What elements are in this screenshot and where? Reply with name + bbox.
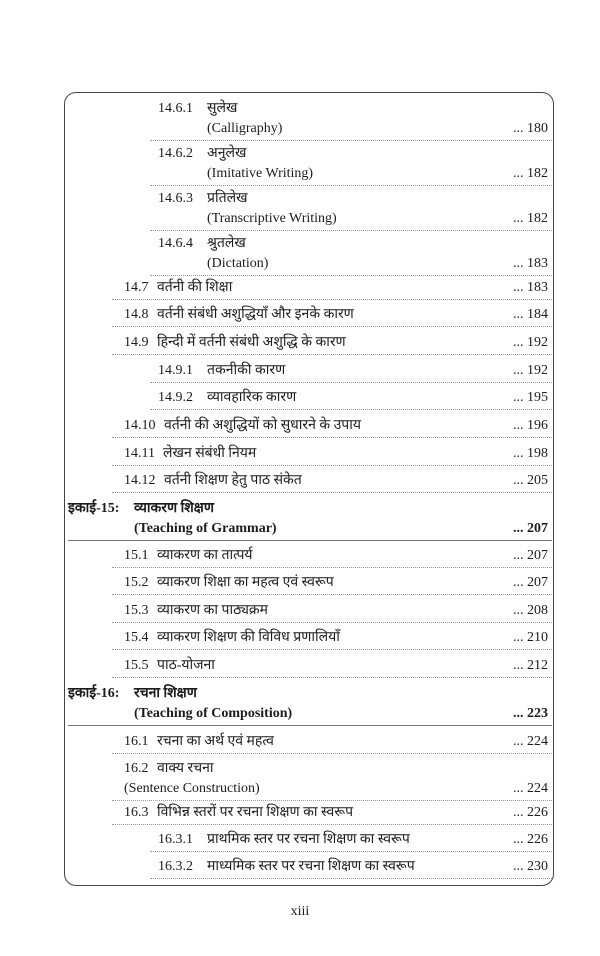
toc-entry-title: रचना शिक्षण (134, 686, 197, 701)
toc-entry-number: 16.3 (124, 805, 149, 820)
toc-entry-number: 15.4 (124, 630, 149, 645)
toc-entry-page: ... 198 (513, 446, 548, 461)
toc-entry-number: 15.3 (124, 603, 149, 618)
toc-entry-page: ... 207 (513, 548, 548, 563)
toc-entry-title: तकनीकी कारण (207, 363, 286, 378)
toc-entry-title: व्याकरण का पाठ्यक्रम (157, 603, 269, 618)
toc-separator (112, 594, 552, 595)
toc-entry-page: ... 226 (513, 832, 548, 847)
toc-separator (150, 230, 552, 231)
toc-entry-number: इकाई-16: (68, 686, 120, 701)
toc-separator (68, 725, 552, 726)
toc-entry-number: 15.2 (124, 575, 149, 590)
toc-entry-subtitle: (Dictation) (207, 256, 269, 271)
toc-separator (112, 326, 552, 327)
toc-entry-number: 16.3.1 (158, 832, 193, 847)
toc-entry-title: प्राथमिक स्तर पर रचना शिक्षण का स्वरूप (207, 832, 410, 847)
toc-entry-number: 14.6.4 (158, 236, 193, 251)
toc-separator (112, 299, 552, 300)
toc-entry-subtitle: (Sentence Construction) (124, 781, 260, 796)
toc-separator (112, 437, 552, 438)
toc-entry-number: 15.1 (124, 548, 149, 563)
toc-entry-page: ... 224 (513, 734, 548, 749)
toc-entry-number: 16.3.2 (158, 859, 193, 874)
toc-entry-title: हिन्दी में वर्तनी संबंधी अशुद्धि के कारण (157, 335, 346, 350)
toc-separator (68, 540, 552, 541)
toc-separator (150, 851, 552, 852)
toc-entry-page: ... 212 (513, 658, 548, 673)
toc-entry-page: ... 184 (513, 307, 548, 322)
toc-entry-title: लेखन संबंधी नियम (163, 446, 257, 461)
toc-entry-title: वर्तनी संबंधी अशुद्धियाँ और इनके कारण (157, 307, 354, 322)
toc-entry-page: ... 210 (513, 630, 548, 645)
toc-separator (112, 649, 552, 650)
toc-entry-number: 16.2 (124, 761, 149, 776)
toc-separator (150, 185, 552, 186)
toc-entry-title: वर्तनी की अशुद्धियों को सुधारने के उपाय (164, 418, 362, 433)
toc-entry-number: 14.6.1 (158, 101, 193, 116)
toc-separator (112, 465, 552, 466)
toc-entry-title: व्याकरण शिक्षण की विविध प्रणालियाँ (157, 630, 340, 645)
toc-entry-page: ... 192 (513, 363, 548, 378)
toc-separator (112, 800, 552, 801)
toc-separator (112, 354, 552, 355)
toc-entry-number: 14.8 (124, 307, 149, 322)
toc-entry-page: ... 207 (513, 575, 548, 590)
toc-entry-number: 14.9 (124, 335, 149, 350)
toc-separator (150, 409, 552, 410)
toc-entry-page: ... 223 (513, 706, 548, 721)
toc-separator (112, 492, 552, 493)
toc-separator (112, 622, 552, 623)
toc-separator (112, 567, 552, 568)
toc-entry-page: ... 183 (513, 280, 548, 295)
toc-entry-page: ... 226 (513, 805, 548, 820)
toc-entry-page: ... 183 (513, 256, 548, 271)
toc-entry-title: व्याकरण शिक्षण (134, 501, 214, 516)
toc-entry-number: 14.7 (124, 280, 149, 295)
toc-entry-title: वाक्य रचना (157, 761, 214, 776)
toc-entry-number: 14.11 (124, 446, 155, 461)
toc-entry-title: व्याकरण शिक्षा का महत्व एवं स्वरूप (157, 575, 334, 590)
toc-entry-number: 14.12 (124, 473, 156, 488)
toc-entry-page: ... 230 (513, 859, 548, 874)
toc-entry-page: ... 208 (513, 603, 548, 618)
toc-entry-number: 16.1 (124, 734, 149, 749)
toc-separator (150, 140, 552, 141)
toc-entry-number: 15.5 (124, 658, 149, 673)
toc-entry-page: ... 195 (513, 390, 548, 405)
toc-separator (112, 753, 552, 754)
toc-entry-title: प्रतिलेख (207, 191, 248, 206)
toc-separator (112, 824, 552, 825)
toc-entry-page: ... 205 (513, 473, 548, 488)
toc-entry-number: 14.9.2 (158, 390, 193, 405)
toc-entry-subtitle: (Imitative Writing) (207, 166, 314, 181)
toc-entry-title: पाठ-योजना (157, 658, 215, 673)
toc-entry-title: सुलेख (207, 101, 238, 116)
toc-entry-number: 14.6.3 (158, 191, 193, 206)
toc-entry-title: श्रुतलेख (207, 236, 246, 251)
toc-separator (150, 878, 552, 879)
toc-entry-page: ... 182 (513, 211, 548, 226)
toc-entry-title: व्यावहारिक कारण (207, 390, 297, 405)
toc-entry-number: इकाई-15: (68, 501, 120, 516)
toc-entry-page: ... 196 (513, 418, 548, 433)
page-number: xiii (290, 904, 310, 919)
toc-entry-page: ... 207 (513, 521, 548, 536)
toc-entry-page: ... 180 (513, 121, 548, 136)
toc-separator (150, 275, 552, 276)
toc-entry-subtitle: (Calligraphy) (207, 121, 283, 136)
toc-entry-title: माध्यमिक स्तर पर रचना शिक्षण का स्वरूप (207, 859, 415, 874)
toc-entry-title: वर्तनी शिक्षण हेतु पाठ संकेत (164, 473, 302, 488)
toc-entry-title: अनुलेख (207, 146, 247, 161)
toc-entry-page: ... 182 (513, 166, 548, 181)
toc-entry-title: विभिन्न स्तरों पर रचना शिक्षण का स्वरूप (157, 805, 354, 820)
toc-entry-page: ... 192 (513, 335, 548, 350)
toc-entry-page: ... 224 (513, 781, 548, 796)
toc-entry-subtitle: (Teaching of Composition) (134, 706, 293, 721)
toc-entry-number: 14.9.1 (158, 363, 193, 378)
toc-separator (150, 382, 552, 383)
toc-entry-title: व्याकरण का तात्पर्य (157, 548, 253, 563)
toc-entry-subtitle: (Teaching of Grammar) (134, 521, 277, 536)
toc-separator (112, 677, 552, 678)
toc-entry-number: 14.10 (124, 418, 156, 433)
toc-entry-title: वर्तनी की शिक्षा (157, 280, 233, 295)
toc-entry-number: 14.6.2 (158, 146, 193, 161)
toc-entry-subtitle: (Transcriptive Writing) (207, 211, 337, 226)
toc-entry-title: रचना का अर्थ एवं महत्व (157, 734, 274, 749)
